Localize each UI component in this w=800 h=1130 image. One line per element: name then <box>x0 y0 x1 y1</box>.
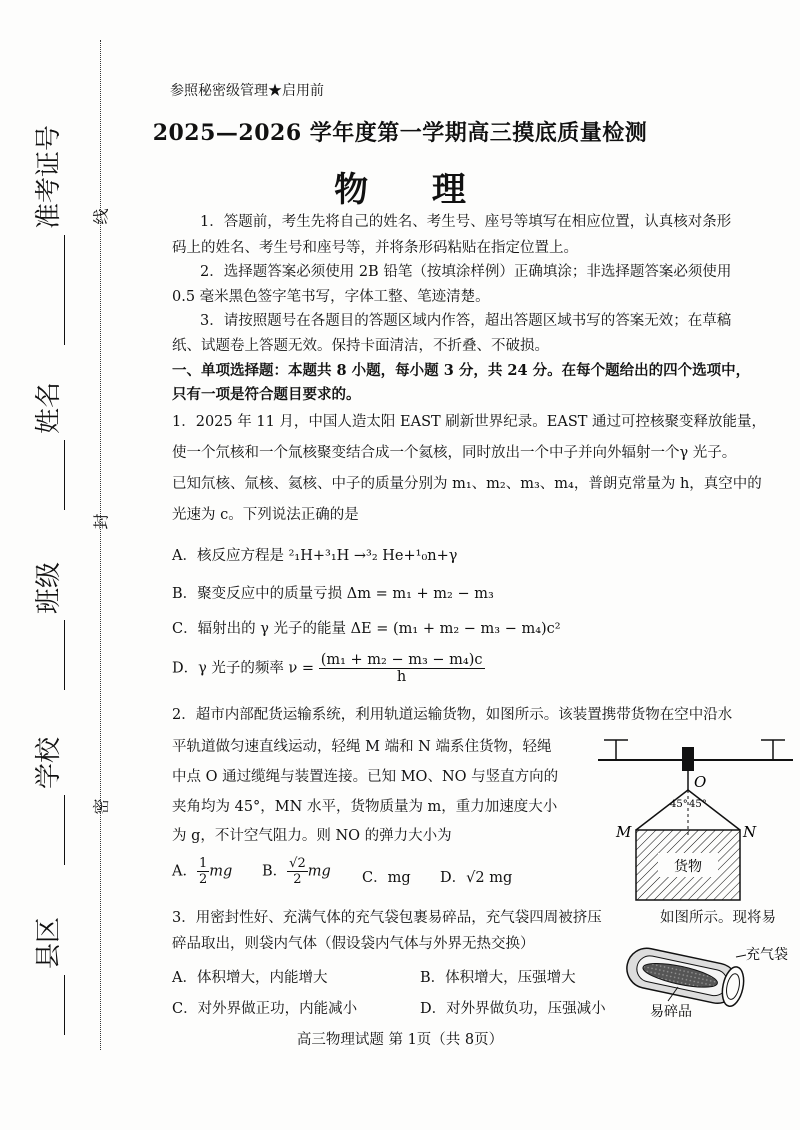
note-3-line-2: 纸、试题卷上答题无效。保持卡面清洁，不折叠、不破损。 <box>172 338 549 354</box>
name-field <box>28 382 65 510</box>
q2-option-a[interactable] <box>172 856 232 887</box>
q2-stem-line-4: 夹角均为 45°，MN 水平，货物质量为 m，重力加速度大小 <box>172 799 558 815</box>
school-blank[interactable] <box>40 795 65 865</box>
q2-option-a-denominator: 2 <box>198 872 208 887</box>
q3-option-a[interactable]: A．体积增大，内能增大 <box>172 970 328 986</box>
section-heading-line-2: 只有一项是符合题目要求的。 <box>172 386 361 403</box>
county-blank[interactable] <box>40 975 65 1035</box>
q2-option-b-denominator: 2 <box>293 872 302 887</box>
q1-stem-line-3: 已知氘核、氚核、氦核、中子的质量分别为 m₁、m₂、m₃、m₄，普朗克常量为 h，真空中的 <box>172 476 762 492</box>
q2-option-b-unit: mg <box>307 863 331 880</box>
class-label: 班级 <box>34 561 64 614</box>
exam-number-field <box>28 125 65 345</box>
note-1-line-2: 码上的姓名、考生号和座号等，并将条形码粘贴在指定位置上。 <box>172 240 578 256</box>
q1-option-d-numerator: (m₁ + m₂ − m₃ − m₄)c <box>320 652 483 668</box>
q2-option-c[interactable]: C．mg <box>362 870 411 886</box>
q1-option-a[interactable]: A．核反应方程是 ²₁H+³₁H →³₂ He+¹₀n+γ <box>172 548 458 564</box>
q2-cargo-diagram <box>598 735 798 905</box>
q2-angle-left: 45° <box>670 799 688 810</box>
q2-angle-right: 45° <box>689 799 707 810</box>
q1-option-d-denominator: h <box>396 669 407 685</box>
q2-option-b-letter: B． <box>262 863 288 880</box>
seal-mark-mi: 密 <box>91 798 111 815</box>
q2-cargo-label: 货物 <box>674 859 702 875</box>
q1-stem-line-2: 使一个氘核和一个氚核聚变结合成一个氦核，同时放出一个中子并向外辐射一个γ 光子。 <box>172 445 737 461</box>
q1-option-b[interactable]: B．聚变反应中的质量亏损 Δm = m₁ + m₂ − m₃ <box>172 586 494 602</box>
class-blank[interactable] <box>40 620 65 690</box>
class-field <box>28 562 65 690</box>
q3-stem-line-1: 3．用密封性好、充满气体的充气袋包裹易碎品，充气袋四周被挤压 <box>172 910 602 926</box>
exam-number-blank[interactable] <box>40 235 65 345</box>
q2-stem-line-5: 为 g，不计空气阻力。则 NO 的弹力大小为 <box>172 828 452 844</box>
exam-number-label: 准考证号 <box>34 124 64 229</box>
q3-fragile-label: 易碎品 <box>650 1004 692 1020</box>
note-2-line-2: 0.5 毫米黑色签字笔书写，字体工整、笔迹清楚。 <box>172 289 490 305</box>
q3-airbag-label: 充气袋 <box>746 947 788 963</box>
seal-mark-feng: 封 <box>91 513 111 530</box>
q2-label-o: O <box>694 773 707 791</box>
q3-stem-line-2: 碎品取出，则袋内气体（假设袋内气体与外界无热交换） <box>172 936 535 952</box>
q1-option-d[interactable] <box>172 652 485 685</box>
school-field <box>28 737 65 865</box>
q3-option-b[interactable]: B．体积增大，压强增大 <box>420 970 576 986</box>
q3-option-c[interactable]: C．对外界做正功，内能减小 <box>172 1001 358 1017</box>
q1-option-d-fraction <box>319 652 485 685</box>
q2-option-b[interactable] <box>262 856 331 887</box>
q2-option-a-letter: A． <box>172 863 197 880</box>
exam-title: 2025—2026 学年度第一学期高三摸底质量检测 <box>152 120 648 146</box>
q1-stem-line-1: 1．2025 年 11 月，中国人造太阳 EAST 刷新世界纪录。EAST 通过可控核聚变释放能量， <box>172 414 767 430</box>
q1-option-d-prefix: D．γ 光子的频率 ν = <box>172 660 315 677</box>
q3-stem-line-1-tail: 如图所示。现将易 <box>660 910 776 926</box>
q1-stem-line-4: 光速为 c。下列说法正确的是 <box>172 507 359 523</box>
county-label: 县区 <box>34 916 64 969</box>
q2-option-a-unit: mg <box>209 863 233 880</box>
name-blank[interactable] <box>40 440 65 510</box>
county-field <box>28 917 65 1035</box>
q2-label-m: M <box>616 823 632 841</box>
q3-airbag-diagram <box>618 935 800 1020</box>
q3-option-d[interactable]: D．对外界做负功，压强减小 <box>420 1001 606 1017</box>
q2-stem-line-2: 平轨道做匀速直线运动，轻绳 M 端和 N 端系住货物，轻绳 <box>172 739 552 755</box>
seal-mark-xian: 线 <box>91 208 111 225</box>
q2-option-a-numerator: 1 <box>198 856 208 871</box>
confidentiality-label: 参照秘密级管理★启用前 <box>170 83 324 99</box>
q2-option-a-fraction <box>197 856 209 887</box>
note-1-line-1: 1．答题前，考生先将自己的姓名、考生号、座号等填写在相应位置，认真核对条形 <box>200 214 732 230</box>
q2-stem-line-1: 2．超市内部配货运输系统，利用轨道运输货物，如图所示。该装置携带货物在空中沿水 <box>172 707 733 723</box>
school-label: 学校 <box>34 736 64 789</box>
note-2-line-1: 2．选择题答案必须使用 2B 铅笔（按填涂样例）正确填涂；非选择题答案必须使用 <box>200 264 732 280</box>
note-3-line-1: 3．请按照题号在各题目的答题区域内作答，超出答题区域书写的答案无效；在草稿 <box>200 313 732 329</box>
q2-label-n: N <box>743 823 757 841</box>
name-label: 姓名 <box>34 381 64 434</box>
q1-option-c[interactable]: C．辐射出的 γ 光子的能量 ΔE = (m₁ + m₂ − m₃ − m₄)c² <box>172 621 561 637</box>
subject-title: 物 理 <box>334 170 492 210</box>
q2-option-b-fraction <box>287 856 308 887</box>
page-footer: 高三物理试题 第 1页（共 8页） <box>296 1032 504 1048</box>
q2-option-d[interactable]: D．√2 mg <box>440 870 513 886</box>
section-heading-line-1: 一、单项选择题：本题共 8 小题，每小题 3 分，共 24 分。在每个题给出的四个选项中， <box>172 362 751 379</box>
q2-option-b-numerator: √2 <box>289 856 306 871</box>
q2-stem-line-3: 中点 O 通过缆绳与装置连接。已知 MO、NO 与竖直方向的 <box>172 769 559 785</box>
